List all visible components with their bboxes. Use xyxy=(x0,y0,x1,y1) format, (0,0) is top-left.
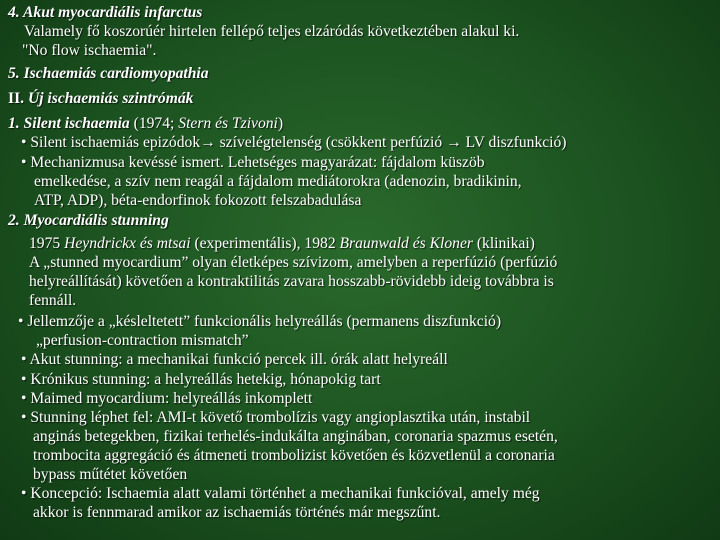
bullet-item: • Jellemzője a „késleltetett” funkcionális helyreállás (permanens diszfunkció) xyxy=(18,313,502,330)
text-line: A „stunned myocardium” olyan életképes szívizom, amelyben a reperfúzió (perfúzió xyxy=(29,254,558,271)
bullet-item: • Koncepció: Ischaemia alatt valami történhet a mechanikai funkcióval, amely még xyxy=(21,485,540,502)
heading-silent-title: 1. Silent ischaemia xyxy=(8,115,134,132)
text-line: akkor is fennmarad amikor az ischaemiás történés már megszűnt. xyxy=(33,504,441,521)
heading-new-syndromes-text: Új ischaemiás szintrómák xyxy=(27,90,194,107)
text-fragment: 1975 xyxy=(29,235,65,252)
text-line: emelkedése, a szív nem reagál a fájdalom mediátorokra (adenozin, bradikinin, xyxy=(34,173,522,190)
text-line xyxy=(29,235,535,254)
text-line: „perfusion-contraction mismatch” xyxy=(36,332,249,349)
text-fragment: (1974; xyxy=(133,115,179,132)
bullet-item: • Mechanizmusa kevéssé ismert. Lehetséges magyarázat: fájdalom küszöb xyxy=(21,154,485,171)
text-line: "No flow ischaemia". xyxy=(22,42,157,59)
text-line: ATP, ADP), béta-endorfinok fokozott felszabadulása xyxy=(34,192,362,209)
text-fragment: (experimentális), 1982 xyxy=(190,235,340,252)
text-fragment: szívelégtelenség (csökkent perfúzió xyxy=(215,134,447,151)
text-line: helyreállítását) követően a kontraktilitás zavara hosszabb-rövidebb ideig továbbra is xyxy=(29,273,554,290)
arrow-right-icon: → xyxy=(446,134,462,151)
text-line: Valamely fő koszorúér hirtelen fellépő teljes elzáródás következtében alakul ki. xyxy=(24,23,520,40)
text-fragment-italic: Heyndrickx és mtsai xyxy=(64,235,191,252)
bullet-item: • Maimed myocardium: helyreállás inkomplett xyxy=(21,390,313,407)
heading-silent-ischaemia xyxy=(8,115,283,134)
text-line: anginás betegekben, fizikai terhelés-indukálta anginában, coronaria spazmus esetén, xyxy=(33,428,558,445)
text-fragment: • Silent ischaemiás epizódok xyxy=(21,134,201,151)
text-fragment-italic: Stern és Tzivoni xyxy=(178,115,278,132)
roman-numeral: II. xyxy=(8,90,28,107)
text-fragment: ) xyxy=(277,115,284,132)
bullet-item: • Stunning léphet fel: AMI-t követő trombolízis vagy angioplasztika után, instabil xyxy=(21,409,531,426)
heading-ischemic-cardiomyopathy: 5. Ischaemiás cardiomyopathia xyxy=(8,65,209,82)
text-fragment: (klinikai) xyxy=(472,235,535,252)
bullet-item xyxy=(21,134,567,153)
text-line: bypass műtétet követően xyxy=(33,466,188,483)
heading-myocardial-stunning: 2. Myocardiális stunning xyxy=(8,212,169,229)
bullet-item: • Krónikus stunning: a helyreállás hetekig, hónapokig tart xyxy=(21,371,381,388)
heading-acute-mi: 4. Akut myocardiális infarctus xyxy=(8,4,203,21)
text-fragment: LV diszfunkció) xyxy=(461,134,567,151)
arrow-right-icon: → xyxy=(200,134,216,151)
text-line: trombocita aggregáció és átmeneti trombolizist követően és közvetlenül a coronaria xyxy=(33,447,555,464)
bullet-item: • Akut stunning: a mechanikai funkció percek ill. órák alatt helyreáll xyxy=(21,351,448,368)
heading-new-syndromes xyxy=(8,90,193,109)
text-line: fennáll. xyxy=(29,292,77,309)
text-fragment-italic: Braunwald és Kloner xyxy=(339,235,473,252)
